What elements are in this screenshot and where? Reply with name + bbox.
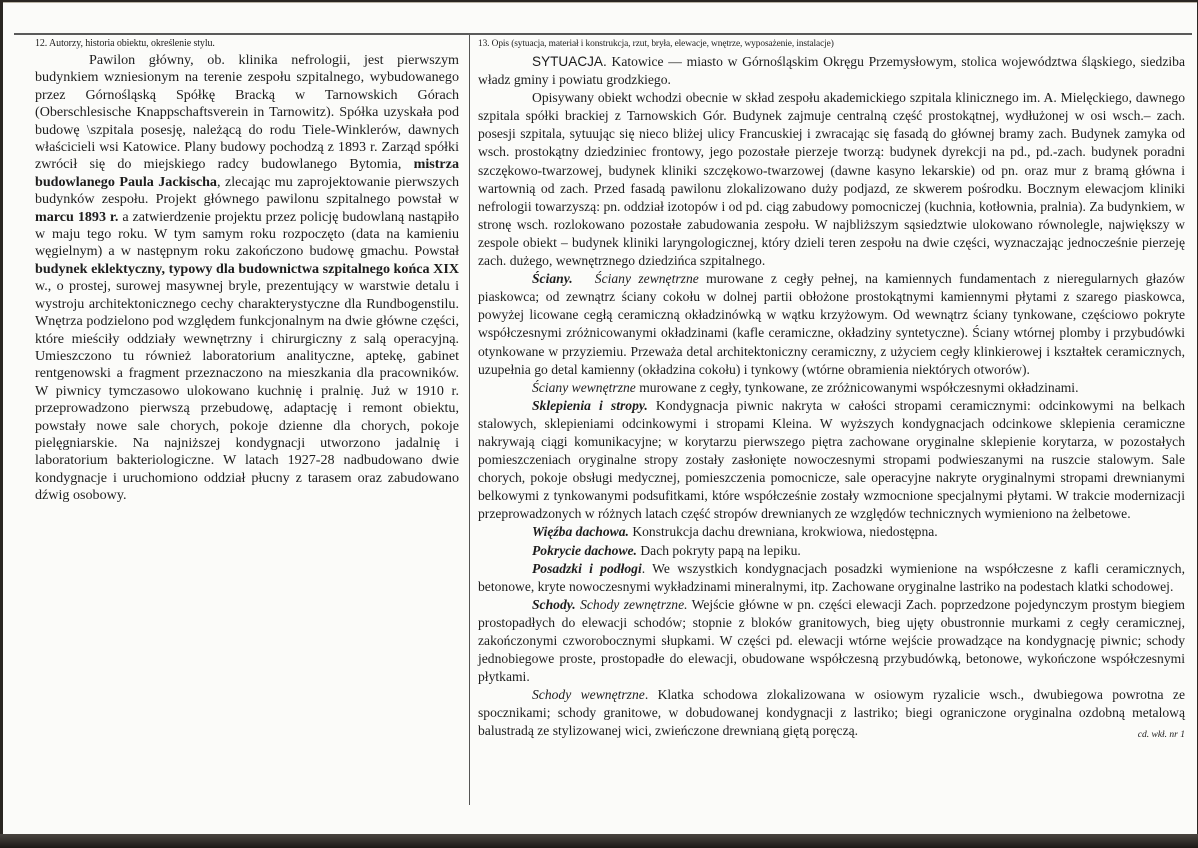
interior-walls-label: Ściany wewnętrzne [532, 379, 636, 395]
section-12-history [35, 37, 459, 505]
floors-label: Posadzki i podłogi [532, 560, 642, 576]
roofing-label: Pokrycie dachowe. [532, 542, 637, 558]
interior-stairs-label: Schody wewnętrzne [532, 687, 645, 703]
vaults-label: Sklepienia i stropy. [532, 397, 648, 413]
history-paragraph: Pawilon główny, ob. klinika nefrologii, jest pierwszym budynkiem wzniesionym na terenie zespołu szpitalnego, wybudowanego przez Górnośląską Spółkę Bracką w Tarnowskich Górach (Oberschlesische Knappschaftsverein in Tarnowitz). Spółka uzyskała pod budowę \szpitala posesję, należącą do rodu Tiele-Winklerów, dawnych właścicieli wsi Katowice. Plany budowy pochodzą z 1893 r. Zarząd spółki zwrócił się do miejskiego radcy budowlanego Bytomia, mistrza budowlanego Paula Jackischa, zlecając mu zaprojektowanie pierwszych budynków zespołu. Projekt głównego pawilonu szpitalnego powstał w marcu 1893 r. a zatwierdzenie projektu przez policję budowlaną nastąpiło w maju tego roku. W tym samym roku rozpoczęto (data na kamieniu węgielnym) a w następnym roku zakończono budowę gmachu. Powstał budynek eklektyczny, typowy dla budownictwa szpitalnego końca XIX w., o prostej, surowej masywnej bryle, prezentujący w warstwie detalu i wystroju architektonicznego cechy charakterystyczne dla Rundbogenstilu. Wnętrza podzielono pod względem funkcjonalnym na dwie główne części, które mieściły oddziały wewnętrzny i chirurgiczny z salą operacyjną. Umieszczono tu również laboratorium analityczne, aptekę, gabinet rentgenowski a fragment przeznaczono na mieszkania dla pracowników. W piwnicy tymczasowo ulokowano kuchnię i pralnię. Już w 1910 r. przeprowadzono pierwszą przebudowę, adaptację i remont obiektu, powstały nowe sale chorych, pokoje dzienne dla chorych, pokoje pielęgniarskie. Na najniższej kondygnacji utworzono jadalnię i laboratorium bakteriologiczne. W latach 1927-28 nadbudowano dwie kondygnacje i uruchomiono oddział płucny z tarasem oraz zabudowano dźwig osobowy. [35, 52, 459, 504]
style-description: budynek eklektyczny, typowy dla budownictwa szpitalnego końca XIX [35, 260, 459, 277]
vaults-paragraph: Sklepienia i stropy. Kondygnacja piwnic nakryta w całości stropami ceramicznymi: odcinkowymi na belkach stalowych, sklepieniami odcinkowymi i stropami Kleina. W wyższych kondygnacjach odcinkowe sklepienia ceramiczne nakrywają ciągi komunikacyjne; w korytarzu pierwszego piętra zachowane oryginalne sklepienie korytarza, w pozostałych pomieszczeniach oryginalne stropy zostały zasłonięte nowoczesnymi stropami podwieszanymi na ruszcie stalowym. Sale chorych, pokoje obsługi medycznej, pomieszczenia pomocnicze, sale operacyjne nakryte oryginalnymi stropami drewnianymi belkowymi z tynkowanymi podsufitkami, które współcześnie zostały wzmocnione specjalnymi płytami. W trakcie modernizacji przeprowadzonych w różnych latach część stropów drewnianych ze względów technicznych wymieniono na żelbetowe. [478, 397, 1185, 522]
walls-label: Ściany. [532, 271, 573, 287]
roofing-paragraph: Pokrycie dachowe. Dach pokryty papą na lepiku. [532, 542, 801, 558]
column-divider [469, 35, 470, 805]
continuation-note: cd. wkł. nr 1 [1137, 730, 1185, 741]
floors-paragraph: Posadzki i podłogi. We wszystkich kondygnacjach posadzki wymienione na współczesne z kafli ceramicznych, betonowe, kryte nowoczesnymi wykładzinami mineralnymi, itp. Zachowane oryginalne lastriko na podestach klatki schodowej. [478, 560, 1186, 594]
situation-label: SYTUACJA. [532, 54, 607, 69]
situation-paragraph: SYTUACJA. Katowice — miasto w Górnośląskim Okręgu Przemysłowym, stolica województwa śląskiego, siedziba władz gminy i powiatu grodzkiego. [478, 54, 1185, 88]
roof-truss-paragraph: Więźba dachowa. Konstrukcja dachu drewniana, krokwiowa, niedostępna. [532, 524, 938, 540]
stairs-paragraph: Schody. Schody zewnętrzne. Wejście główne w pn. części elewacji Zach. poprzedzone pojedynczym prostym biegiem prostopadłych do elewacji schodów; stopnie z bloków granitowych, bieg ujęty obustronnie murkami z cegły ceramicznej, zakończonymi czworobocznymi słupkami. W części pd. elewacji wtórne wejście prowadzące na kondygnację piwnic; schody jednobiegowe proste, prostopadłe do elewacji, obudowane współczesną przybudówką, betonowe, wykończone współczesnymi płytkami. [478, 596, 1185, 685]
scanned-document-page [3, 2, 1197, 835]
interior-stairs-paragraph: Schody wewnętrzne. Klatka schodowa zlokalizowana w osiowym ryzalicie wsch., dwubiegowa powrotna ze spocznikami; schody granitowe, w dobudowanej kondygnacji z lastriko; biegi ograniczone oryginalna ozdobną metalową balustradą ze stylizowanej wici, zwieńczone drewnianą giętą poręczą. cd. wkł. nr 1 [478, 686, 1185, 740]
stairs-label: Schody. [532, 596, 576, 612]
interior-walls-paragraph: Ściany wewnętrzne murowane z cegły, tynkowane, ze zróżnicowanymi współczesnymi okładzinami. [532, 379, 1079, 395]
top-rule-divider [14, 33, 1192, 35]
section-13-heading: 13. Opis (sytuacja, materiał i konstrukcja, rzut, bryła, elewacje, wnętrze, wyposażenie, instalacje) [478, 39, 834, 49]
walls-paragraph: Ściany. Ściany zewnętrzne murowane z cegły pełnej, na kamiennych fundamentach z nieregularnych głazów piaskowca; od zewnątrz ściany cokołu w dolnej partii obłożone prostokątnymi kamiennymi płytami z szarego piaskowca, powyżej licowane cegłą ceramiczną okładzinówką w wątku krzyżowym. Od wewnątrz ściany tynkowane, częściowo pokryte współczesnymi zróżnicowanymi okładzinami (kafle ceramiczne, okładziny syntetyczne). Ściany wtórnej plomby i przybudówki otynkowane w przyziemiu. Przeważa detal architektoniczny ceramiczny, z użyciem cegły klinkierowej i kształtek ceramicznych, uzupełnia go detal kamienny (okładzina cokołu) i tynkowy (wtórne obramienia niektórych otworów). [478, 271, 1185, 377]
project-date: marcu 1893 r. [35, 208, 119, 225]
architect-name: mistrza budowlanego Paula Jackischa [35, 156, 459, 190]
roof-truss-label: Więźba dachowa. [532, 524, 629, 540]
scan-bottom-edge [0, 834, 1198, 848]
object-paragraph: Opisywany obiekt wchodzi obecnie w skład zespołu akademickiego szpitala klinicznego im. A. Mielęckiego, dawnego szpitala spółki brackiej z Tarnowskich Gór. Budynek zajmuje centralną część prostokątnej, wydłużonej w osi wsch.– zach. posesji szpitala, sytuując się nieco bliżej ulicy Francuskiej i zwracając się fasadą do głównej bramy zach. Budynek zamyka od wsch. prostokątny dziedziniec frontowy, jego pozostałe pierzeje tworzą: budynek dyrekcji na pd., pd.-zach. budynek poradni szczękowo-twarzowej, budynek kliniki szczękowo-twarzowej (dawne kasyno lekarskie) od pn. oraz mur z bramą główna i wartownią od zach. Przed fasadą pawilonu zlokalizowano duży podjazd, ze skwerem pośrodku. Bocznym elewacjom kliniki nefrologii towarzyszą: pn. oddział izotopów i od pd. ciąg zabudowy pomocniczej (kuchnia, kotłownia, pralnia). Za budynkiem, w stronę wsch. rozlokowano pozostałe zabudowania zespołu. W najbliższym sąsiedztwie ulokowano równolegle, największy w zespole obiekt – budynek kliniki laryngologicznej, który dzieli teren zespołu na dwie części, wyznaczając jednocześnie pierzeję zach. dużego, wewnętrznego dziedzińca szpitalnego. [478, 90, 1185, 269]
section-13-description [478, 37, 1185, 745]
section-12-heading: 12. Autorzy, historia obiektu, określenie stylu. [35, 38, 215, 49]
